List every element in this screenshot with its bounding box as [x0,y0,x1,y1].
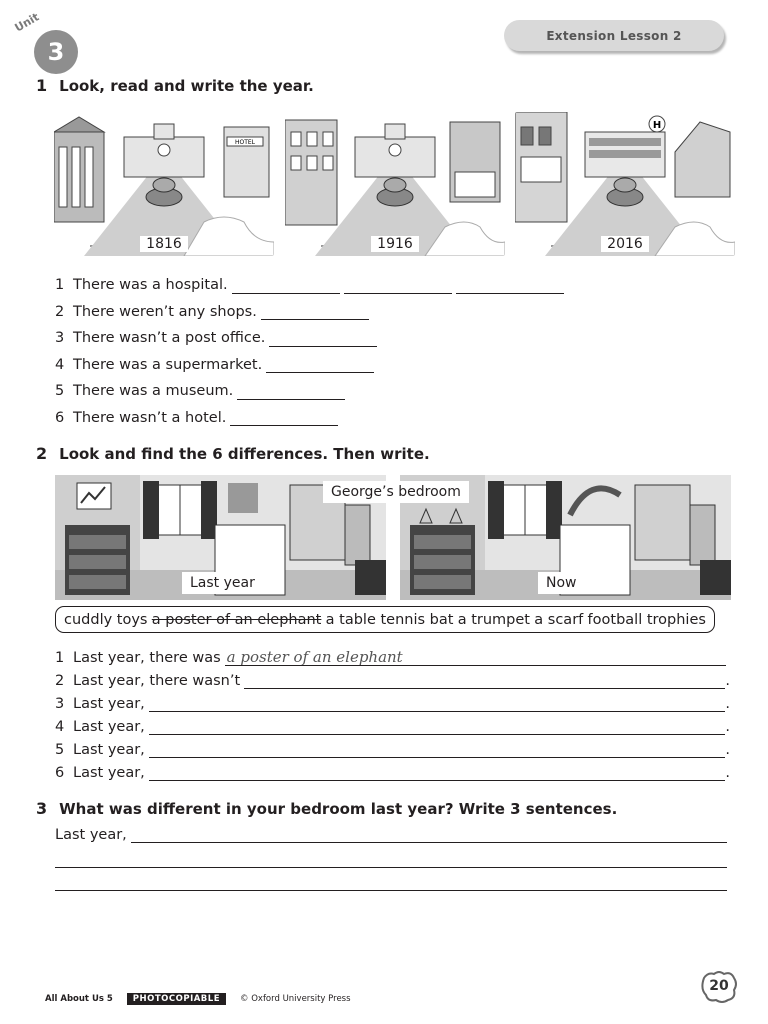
list-item: 4 Last year, . [55,719,730,735]
unit-word: Unit [12,10,42,35]
answer-line[interactable] [149,718,726,735]
street-2016-drawing [515,112,735,256]
year-label-3: 2016 [515,236,735,252]
answer-line[interactable] [55,890,727,891]
now-label: Now [538,572,585,594]
word-option: football trophies [587,611,706,628]
photocopiable-badge: PHOTOCOPIABLE [127,993,226,1005]
list-item: 6 There wasn’t a hotel. [55,405,564,432]
list-item: 1 There was a hospital. [55,272,564,299]
street-1916-drawing [285,112,505,256]
q2-list [55,643,730,781]
q2-heading [36,444,430,463]
word-box [55,606,715,633]
answer-blank[interactable] [230,409,338,426]
page-number-badge [700,970,738,1004]
word-option: a scarf [534,611,584,628]
hospital-sign: H [652,120,662,131]
answer-blank[interactable] [456,277,564,294]
street-scene-1916 [285,112,505,256]
answer-line[interactable] [149,695,726,712]
list-item: 6 Last year, . [55,765,730,781]
answer-line[interactable] [149,764,726,781]
street-1816-drawing [54,112,274,256]
q1-instruction: Look, read and write the year. [59,77,314,95]
q1-number: 1 [36,76,48,95]
list-item: 5 Last year, . [55,742,730,758]
example-answer: a poster of an elephant [226,648,403,666]
q2-instruction: Look and find the 6 differences. Then write. [59,445,430,463]
q2-number: 2 [36,444,48,463]
list-item: 1 Last year, there was a poster of an elephant [55,643,730,666]
answer-line[interactable] [131,826,727,843]
q3-instruction: What was different in your bedroom last year? Write 3 sentences. [59,800,618,818]
unit-number: 3 [34,30,78,74]
hotel-sign: HOTEL [234,139,256,146]
bedroom-title: George’s bedroom [323,481,469,503]
street-scene-1816 [54,112,274,256]
last-year-label: Last year [182,572,263,594]
q3-starter-row [55,826,727,843]
list-item: 4 There was a supermarket. [55,352,564,379]
footer [45,993,351,1005]
q1-list [55,272,564,431]
q3-number: 3 [36,799,48,818]
q1-heading [36,76,314,95]
book-title: All About Us 5 [45,994,113,1004]
answer-line[interactable] [149,741,726,758]
word-option: a table tennis bat [325,611,454,628]
word-option-used: a poster of an elephant [151,611,322,628]
street-scene-2016 [515,112,735,256]
list-item: 5 There was a museum. [55,378,564,405]
answer-line[interactable] [225,649,726,666]
q3-starter: Last year, [55,827,127,843]
lesson-label: Extension Lesson 2 [504,20,724,51]
answer-blank[interactable] [269,330,377,347]
answer-line[interactable] [244,672,725,689]
word-option: a trumpet [457,611,530,628]
answer-blank[interactable] [344,277,452,294]
word-option: cuddly toys [64,611,148,628]
year-label-2: 1916 [285,236,505,252]
unit-badge [14,10,74,66]
q3-heading [36,799,617,818]
page-number: 20 [709,978,729,994]
list-item: 2 Last year, there wasn’t . [55,673,730,689]
list-item: 3 There wasn’t a post office. [55,325,564,352]
answer-blank[interactable] [232,277,340,294]
answer-blank[interactable] [266,356,374,373]
answer-line[interactable] [55,867,727,868]
answer-blank[interactable] [237,383,345,400]
answer-blank[interactable] [261,303,369,320]
list-item: 2 There weren’t any shops. [55,299,564,326]
list-item: 3 Last year, . [55,696,730,712]
publisher: © Oxford University Press [240,994,351,1004]
year-label-1: 1816 [54,236,274,252]
